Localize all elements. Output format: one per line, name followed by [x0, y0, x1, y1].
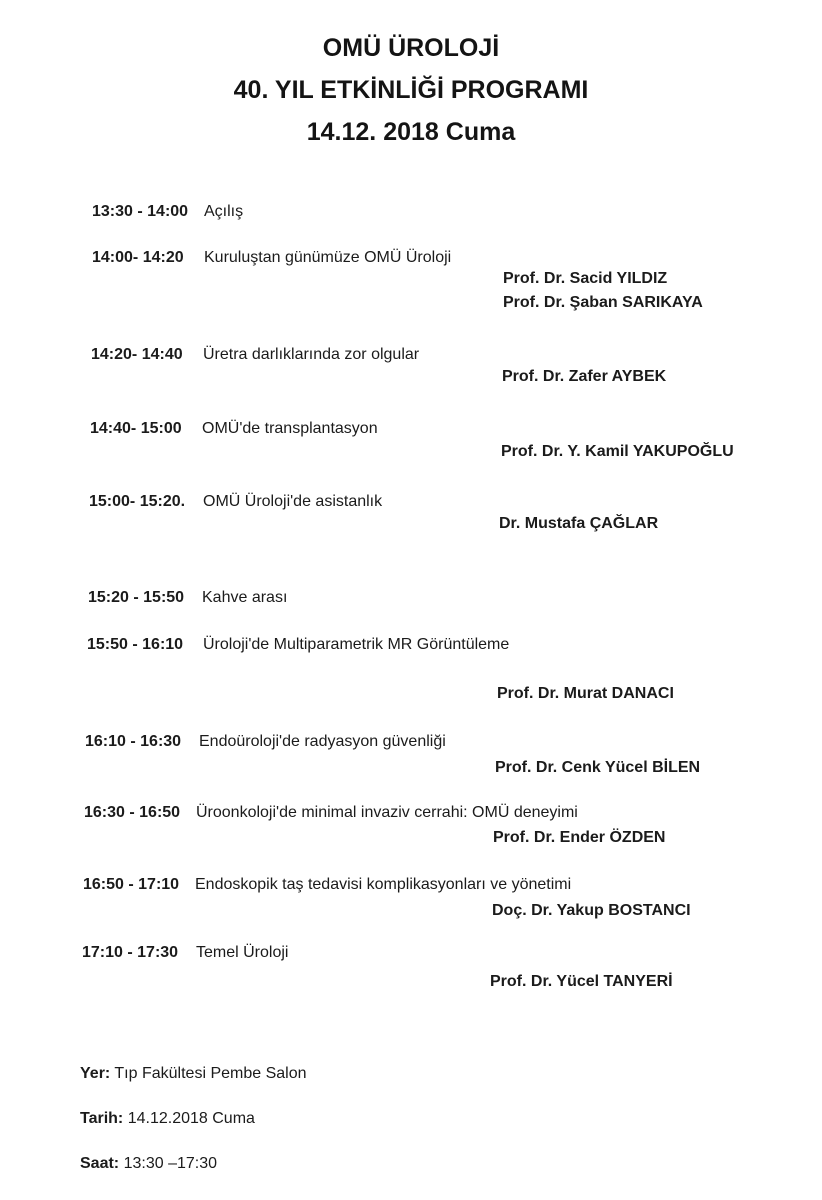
slot-time: 16:30 - 16:50 — [84, 804, 181, 821]
slot-topic: Kahve arası — [202, 589, 288, 606]
title-line-3: 14.12. 2018 Cuma — [306, 118, 516, 146]
program-slot — [90, 420, 378, 438]
time-value: 13:30 –17:30 — [123, 1155, 217, 1172]
program-slot — [88, 589, 287, 607]
speaker: Dr. Mustafa ÇAĞLAR — [499, 515, 659, 532]
slot-time: 15:20 - 15:50 — [88, 589, 185, 606]
slot-time: 14:20- 14:40 — [91, 346, 183, 363]
slot-time: 17:10 - 17:30 — [82, 944, 179, 961]
program-slot — [91, 346, 419, 364]
date-label: Tarih: — [80, 1110, 124, 1127]
time-label: Saat: — [80, 1155, 120, 1172]
speaker: Prof. Dr. Zafer AYBEK — [502, 368, 667, 385]
program-slot — [87, 636, 509, 654]
speaker: Prof. Dr. Murat DANACI — [497, 685, 674, 702]
slot-topic: Temel Üroloji — [196, 944, 289, 961]
program-slot — [83, 876, 571, 894]
slot-time: 14:40- 15:00 — [90, 420, 182, 437]
program-slot — [84, 804, 578, 822]
date-value: 14.12.2018 Cuma — [127, 1110, 255, 1127]
event-date — [80, 1110, 255, 1128]
program-slot — [85, 733, 446, 751]
slot-topic: OMÜ Üroloji'de asistanlık — [203, 493, 383, 510]
slot-topic: Üroonkoloji'de minimal invaziv cerrahi: OMÜ deneyimi — [196, 804, 578, 821]
slot-time: 16:10 - 16:30 — [85, 733, 182, 750]
title-line-1: OMÜ ÜROLOJİ — [322, 34, 500, 62]
slot-time: 13:30 - 14:00 — [92, 203, 189, 220]
slot-time: 16:50 - 17:10 — [83, 876, 180, 893]
speaker: Prof. Dr. Yücel TANYERİ — [490, 973, 673, 990]
speaker: Prof. Dr. Cenk Yücel BİLEN — [495, 759, 701, 776]
slot-topic: Endoüroloji'de radyasyon güvenliği — [199, 733, 446, 750]
slot-topic: OMÜ'de transplantasyon — [202, 420, 378, 437]
speaker: Prof. Dr. Şaban SARIKAYA — [503, 294, 703, 311]
slot-topic: Üroloji'de Multiparametrik MR Görüntüleme — [203, 636, 510, 653]
event-place — [80, 1065, 307, 1083]
speaker: Prof. Dr. Sacid YILDIZ — [503, 270, 668, 287]
slot-topic: Açılış — [204, 203, 244, 220]
speaker: Doç. Dr. Yakup BOSTANCI — [492, 902, 691, 919]
program-slot — [92, 203, 243, 221]
title-line-2: 40. YIL ETKİNLİĞİ PROGRAMI — [233, 76, 589, 104]
program-slot — [89, 493, 382, 511]
speaker: Prof. Dr. Y. Kamil YAKUPOĞLU — [501, 443, 734, 460]
slot-topic: Endoskopik taş tedavisi komplikasyonları ve yönetimi — [195, 876, 572, 893]
place-value: Tıp Fakültesi Pembe Salon — [114, 1065, 307, 1082]
event-time — [80, 1155, 217, 1173]
place-label: Yer: — [80, 1065, 111, 1082]
slot-time: 15:50 - 16:10 — [87, 636, 184, 653]
slot-topic: Kuruluştan günümüze OMÜ Üroloji — [204, 249, 452, 266]
slot-topic: Üretra darlıklarında zor olgular — [203, 346, 420, 363]
speaker: Prof. Dr. Ender ÖZDEN — [493, 829, 666, 846]
program-slot — [82, 944, 288, 962]
slot-time: 14:00- 14:20 — [92, 249, 184, 266]
program-slot — [92, 249, 451, 267]
slot-time: 15:00- 15:20. — [89, 493, 186, 510]
